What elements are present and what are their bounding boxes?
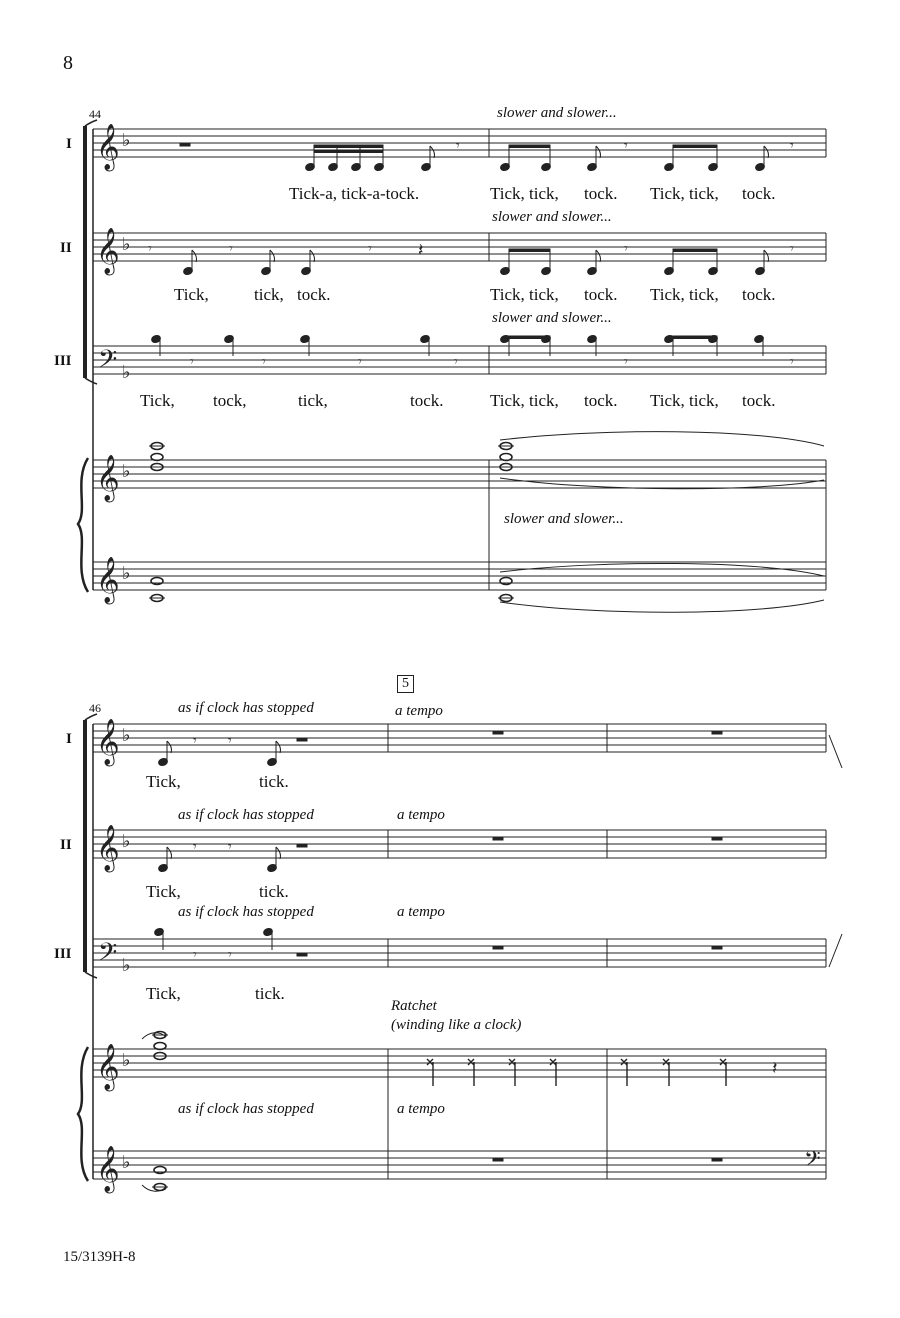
treble-clef-icon: 𝄞	[96, 455, 120, 501]
treble-clef-icon: 𝄞	[96, 719, 120, 765]
lyric: tock.	[742, 184, 776, 203]
svg-text:𝄾: 𝄾	[624, 139, 628, 154]
bass-clef-icon: 𝄢	[98, 938, 118, 973]
lyric: tock.	[410, 391, 444, 410]
lyric: tick,	[298, 391, 328, 410]
svg-text:♭: ♭	[122, 461, 131, 482]
svg-text:𝄾: 𝄾	[624, 242, 628, 257]
staff-label-part3: III	[54, 353, 72, 369]
svg-text:♭: ♭	[122, 955, 131, 976]
lyric: Tick, tick,	[490, 184, 559, 203]
page-number: 8	[63, 52, 73, 74]
treble-clef-icon: 𝄞	[96, 228, 120, 274]
staff-s1-part3	[93, 346, 826, 374]
tempo-direction: slower and slower...	[497, 105, 617, 121]
expression-direction: as if clock has stopped	[178, 700, 314, 716]
treble-clef-icon: 𝄞	[96, 124, 120, 170]
svg-text:𝄽: 𝄽	[772, 1058, 778, 1078]
svg-text:𝄾: 𝄾	[228, 840, 232, 855]
svg-text:𝄾: 𝄾	[790, 139, 794, 154]
lyric: Tick,	[146, 984, 181, 1003]
svg-text:♭: ♭	[122, 362, 131, 383]
lyric: tock.	[584, 391, 618, 410]
lyric: Tick, tick,	[650, 285, 719, 304]
instrument-direction: (winding like a clock)	[391, 1017, 522, 1033]
lyric: Tick-a, tick-a-tock.	[289, 184, 420, 203]
svg-text:𝄾: 𝄾	[368, 242, 372, 257]
lyric: tock.	[742, 391, 776, 410]
lyric: tock.	[742, 285, 776, 304]
expression-direction: as if clock has stopped	[178, 807, 314, 823]
treble-clef-icon: 𝄞	[96, 1044, 120, 1090]
svg-text:♭: ♭	[122, 234, 131, 255]
svg-text:𝄾: 𝄾	[456, 139, 460, 154]
svg-text:𝄾: 𝄾	[193, 948, 197, 963]
tempo-direction: a tempo	[397, 1101, 445, 1117]
instrument-direction: Ratchet	[391, 998, 437, 1014]
svg-text:♭: ♭	[122, 130, 131, 151]
svg-text:𝄽: 𝄽	[418, 240, 424, 260]
svg-text:𝄾: 𝄾	[228, 948, 232, 963]
lyric: tick.	[259, 882, 289, 901]
svg-text:𝄾: 𝄾	[624, 355, 628, 370]
svg-text:♭: ♭	[122, 1050, 131, 1071]
lyric: tock.	[297, 285, 331, 304]
svg-text:𝄾: 𝄾	[262, 355, 266, 370]
svg-text:𝄾: 𝄾	[193, 734, 197, 749]
lyric: tick,	[254, 285, 284, 304]
tempo-direction: a tempo	[395, 703, 443, 719]
staff-s2-piano-bass	[93, 1151, 826, 1179]
svg-text:𝄾: 𝄾	[358, 355, 362, 370]
lyric: tock.	[584, 184, 618, 203]
lyric: tock.	[584, 285, 618, 304]
tempo-direction: slower and slower...	[492, 209, 612, 225]
tempo-direction: slower and slower...	[504, 511, 624, 527]
bass-clef-icon: 𝄢	[98, 345, 118, 380]
tempo-direction: a tempo	[397, 904, 445, 920]
svg-text:♭: ♭	[122, 725, 131, 746]
lyric: tick.	[255, 984, 285, 1003]
treble-clef-icon: 𝄞	[96, 557, 120, 603]
svg-text:♭: ♭	[122, 563, 131, 584]
svg-text:𝄾: 𝄾	[454, 355, 458, 370]
lyric: Tick, tick,	[650, 184, 719, 203]
tempo-direction: slower and slower...	[492, 310, 612, 326]
svg-text:𝄾: 𝄾	[790, 355, 794, 370]
lyric: Tick,	[146, 772, 181, 791]
measure-number: 46	[89, 701, 101, 715]
svg-text:𝄾: 𝄾	[148, 242, 152, 257]
svg-text:𝄾: 𝄾	[193, 840, 197, 855]
footer-code: 15/3139H-8	[63, 1249, 136, 1265]
svg-text:♭: ♭	[122, 831, 131, 852]
staff-s2-part2	[93, 830, 826, 858]
svg-text:𝄾: 𝄾	[790, 242, 794, 257]
bass-clef-icon: 𝄢	[804, 1147, 821, 1177]
staff-s2-piano-treble	[93, 1049, 826, 1077]
lyric: Tick, tick,	[650, 391, 719, 410]
staff-label-part1: I	[66, 731, 72, 747]
measure-number: 44	[89, 107, 101, 121]
staff-s1-part2	[93, 233, 826, 261]
expression-direction: as if clock has stopped	[178, 904, 314, 920]
lyric: Tick, tick,	[490, 285, 559, 304]
treble-clef-icon: 𝄞	[96, 825, 120, 871]
staff-label-part3: III	[54, 946, 72, 962]
staff-label-part1: I	[66, 136, 72, 152]
staff-s1-piano-treble	[93, 460, 826, 488]
lyric: Tick, tick,	[490, 391, 559, 410]
staff-label-part2: II	[60, 837, 72, 853]
lyric: Tick,	[146, 882, 181, 901]
staff-s1-piano-bass	[93, 562, 826, 590]
rehearsal-mark: 5	[397, 675, 414, 693]
lyric: Tick,	[140, 391, 175, 410]
expression-direction: as if clock has stopped	[178, 1101, 314, 1117]
lyric: Tick,	[174, 285, 209, 304]
svg-text:𝄾: 𝄾	[229, 242, 233, 257]
staff-s2-part3	[93, 939, 826, 967]
svg-text:𝄾: 𝄾	[190, 355, 194, 370]
staff-label-part2: II	[60, 240, 72, 256]
tempo-direction: a tempo	[397, 807, 445, 823]
svg-text:♭: ♭	[122, 1152, 131, 1173]
lyric: tock,	[213, 391, 247, 410]
lyric: tick.	[259, 772, 289, 791]
treble-clef-icon: 𝄞	[96, 1146, 120, 1192]
staff-s2-part1	[93, 724, 826, 752]
svg-text:𝄾: 𝄾	[228, 734, 232, 749]
